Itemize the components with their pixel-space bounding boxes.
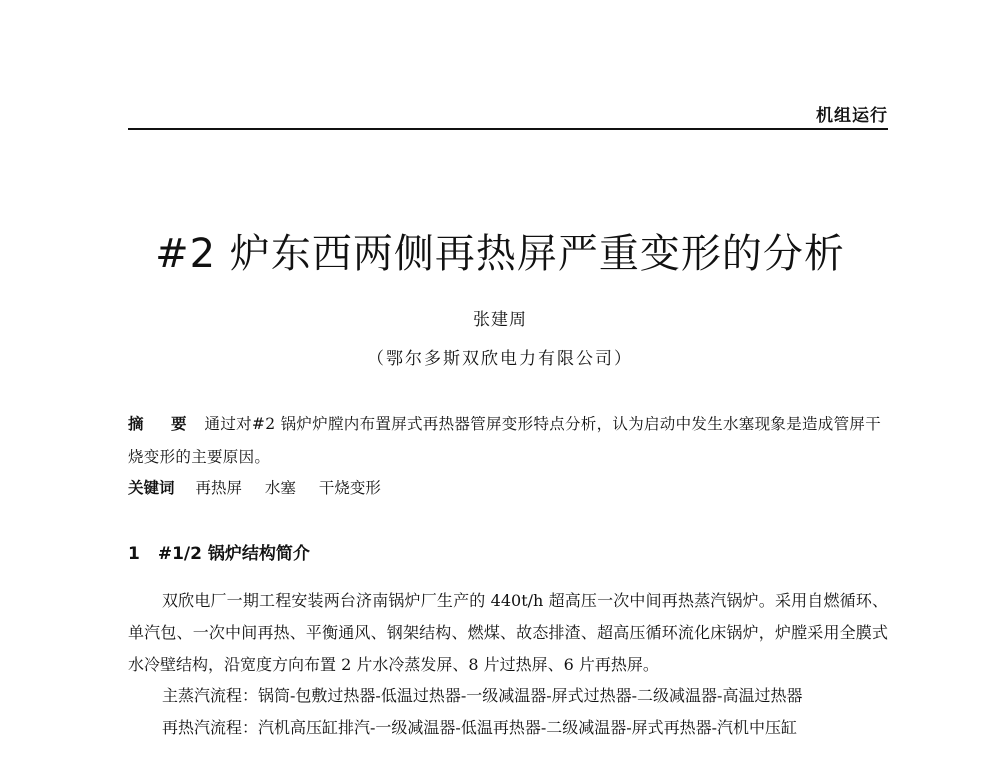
keyword-item: 干烧变形 [318,479,381,497]
header-divider [128,128,888,130]
keywords [128,474,888,502]
author-name: 张建周 [473,310,527,330]
keyword-item: 水塞 [264,479,296,497]
keywords-label: 关键词 [128,479,175,497]
reheat-steam-flow: 再热汽流程：汽机高压缸排汽-一级减温器-低温再热器-二级减温器-屏式再热器-汽机中压缸 [162,718,798,737]
section-title: #1/2 锅炉结构简介 [157,544,310,564]
section-heading [128,539,310,564]
running-section-label: 机组运行 [816,106,888,126]
paper-title: #2 炉东西两侧再热屏严重变形的分析 [155,231,845,277]
abstract [128,408,888,474]
keyword-item: 再热屏 [195,479,242,497]
body-paragraph: 双欣电厂一期工程安装两台济南锅炉厂生产的 440t/h 超高压一次中间再热蒸汽锅炉。采用自燃循环、单汽包、一次中间再热、平衡通风、钢架结构、燃煤、故态排渣、超高压循环流化床锅炉，炉膛采用全膜式水冷壁结构，沿宽度方向布置 2 片水冷蒸发屏、8 片过热屏、6 片再热屏。 [128,591,888,674]
abstract-label: 摘 要 [128,415,193,433]
main-steam-flow: 主蒸汽流程：锅筒-包敷过热器-低温过热器-一级减温器-屏式过热器-二级减温器-高温过热器 [162,686,803,705]
abstract-text: 通过对#2 锅炉炉膛内布置屏式再热器管屏变形特点分析，认为启动中发生水塞现象是造成管屏干烧变形的主要原因。 [128,415,881,466]
section-number: 1 [128,544,140,564]
author-affiliation: （鄂尔多斯双欣电力有限公司） [367,349,633,369]
